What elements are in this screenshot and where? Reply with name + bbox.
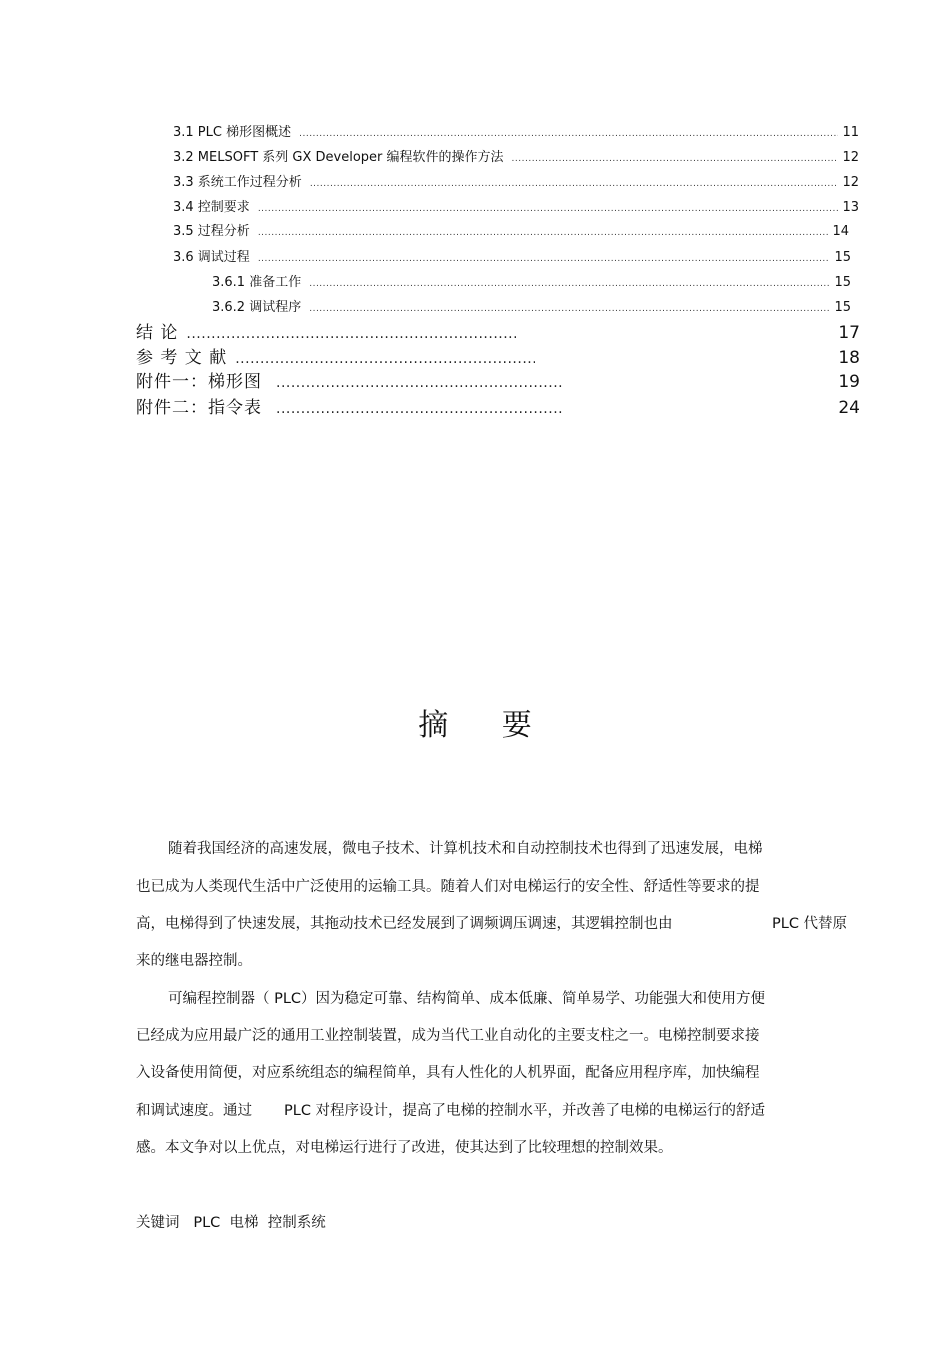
toc-leader-dots: [276, 401, 564, 417]
toc-leader-dots: [258, 254, 831, 264]
abstract-line: 来的继电器控制。: [136, 953, 252, 969]
toc-entry[interactable]: [173, 220, 849, 238]
abstract-line: 随着我国经济的高速发展，微电子技术、计算机技术和自动控制技术也得到了迅速发展，电梯: [168, 841, 763, 857]
abstract-line: 可编程控制器（ PLC）因为稳定可靠、结构简单、成本低廉、简单易学、功能强大和使用方便: [168, 991, 766, 1007]
toc-entry-label: 3.3 系统工作过程分析: [173, 175, 302, 190]
toc-leader-dots: [309, 279, 830, 289]
toc-leader-dots: [276, 375, 564, 391]
toc-entry-label: 3.2 MELSOFT 系列 GX Developer 编程软件的操作方法: [173, 150, 504, 165]
toc-entry-page: 15: [834, 250, 851, 265]
abstract-line: 已经成为应用最广泛的通用工业控制装置，成为当代工业自动化的主要支柱之一。电梯控制要求接: [136, 1028, 760, 1044]
toc-entry-page: 11: [842, 125, 859, 140]
toc-entry[interactable]: [212, 296, 851, 314]
toc-chapter-entry[interactable]: [136, 318, 860, 343]
toc-leader-dots: [186, 326, 516, 342]
abstract-keywords: 关键词 PLC 电梯 控制系统: [136, 1215, 326, 1231]
toc-chapter-page: 19: [838, 372, 860, 392]
abstract-line: 感。本文争对以上优点，对电梯运行进行了改进，使其达到了比较理想的控制效果。: [136, 1140, 673, 1156]
toc-entry-page: 15: [834, 275, 851, 290]
toc-entry[interactable]: [173, 146, 859, 164]
toc-chapter-label: 附件二：指令表: [136, 398, 262, 418]
toc-entry[interactable]: [173, 246, 851, 264]
toc-chapter-label: 结 论: [136, 323, 179, 343]
toc-entry[interactable]: [212, 271, 851, 289]
toc-leader-dots: [299, 129, 838, 139]
toc-leader-dots: [309, 304, 830, 314]
toc-chapter-page: 18: [838, 348, 860, 368]
toc-leader-dots: [512, 154, 839, 164]
abstract-line: PLC 代替原: [772, 916, 848, 932]
toc-entry-label: 3.6 调试过程: [173, 250, 250, 265]
toc-leader-dots: [235, 351, 535, 367]
toc-entry-page: 12: [842, 175, 859, 190]
toc-entry[interactable]: [173, 121, 859, 139]
abstract-line: 也已成为人类现代生活中广泛使用的运输工具。随着人们对电梯运行的安全性、舒适性等要求的提: [136, 879, 760, 895]
toc-chapter-label: 附件一：梯形图: [136, 372, 262, 392]
toc-leader-dots: [310, 179, 839, 189]
toc-entry[interactable]: [173, 171, 859, 189]
abstract-line: 入设备使用简便，对应系统组态的编程简单，具有人性化的人机界面，配备应用程序库，加快编程: [136, 1065, 760, 1081]
abstract-title: 摘 要: [418, 708, 554, 743]
toc-entry-page: 14: [832, 224, 849, 239]
toc-leader-dots: [258, 204, 839, 214]
toc-chapter-entry[interactable]: [136, 393, 860, 418]
abstract-line: 高，电梯得到了快速发展，其拖动技术已经发展到了调频调压调速，其逻辑控制也由: [136, 916, 673, 932]
toc-chapter-page: 17: [838, 323, 860, 343]
toc-entry-label: 3.5 过程分析: [173, 224, 250, 239]
toc-chapter-page: 24: [838, 398, 860, 418]
abstract-line: 和调试速度。通过: [136, 1103, 252, 1119]
toc-entry-label: 3.6.1 准备工作: [212, 275, 302, 290]
toc-entry-page: 13: [842, 200, 859, 215]
toc-chapter-label: 参 考 文 献: [136, 348, 228, 368]
toc-entry-label: 3.1 PLC 梯形图概述: [173, 125, 292, 140]
toc-entry-label: 3.4 控制要求: [173, 200, 250, 215]
toc-entry-page: 12: [842, 150, 859, 165]
abstract-line: PLC 对程序设计，提高了电梯的控制水平，并改善了电梯的电梯运行的舒适: [284, 1103, 766, 1119]
toc-chapter-entry[interactable]: [136, 367, 860, 392]
toc-entry[interactable]: [173, 196, 859, 214]
toc-leader-dots: [258, 228, 829, 238]
toc-entry-page: 15: [834, 300, 851, 315]
toc-chapter-entry[interactable]: [136, 343, 860, 368]
toc-entry-label: 3.6.2 调试程序: [212, 300, 302, 315]
